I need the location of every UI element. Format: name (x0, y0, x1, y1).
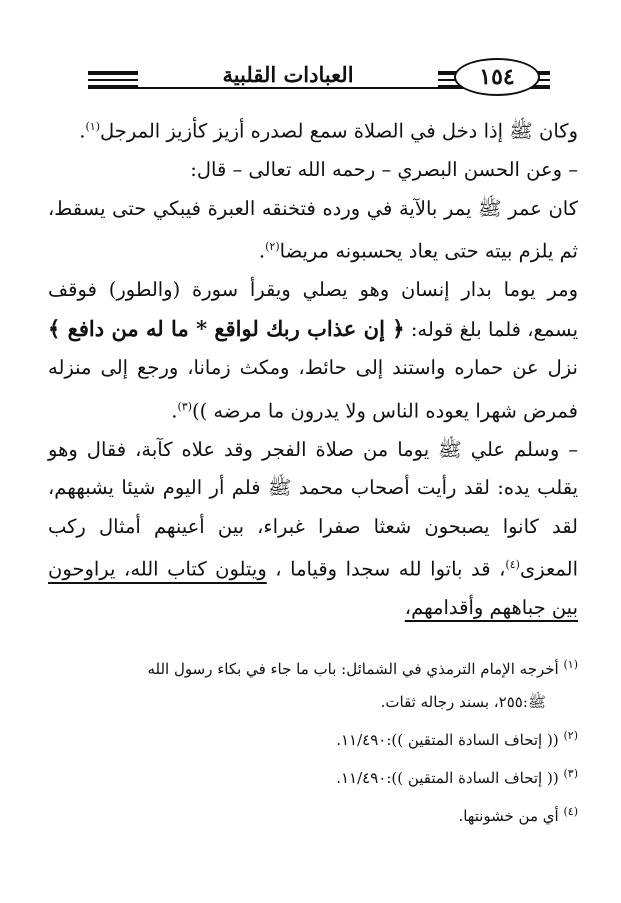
paragraph-text: وكان ﷺ إذا دخل في الصلاة سمع لصدره أزيز كأزيز المرجل (100, 119, 578, 143)
footnote-ref: (٢) (265, 240, 280, 253)
paragraph: – وعن الحسن البصري – رحمه الله تعالى – قال: (190, 158, 578, 181)
footnote-number: (٤) (563, 805, 578, 818)
paragraph-text: – وسلم علي ﷺ يوما من صلاة الفجر وقد علاه كآبة، فقال وهو يقلب يده: لقد رأيت أصحاب محمد ﷺ فلم أر اليوم شيئا يشبههم، لقد كانوا يصبحون شعثا صفرا غبراء، بين أعينهم أمثال ركب المعزى (48, 437, 578, 581)
paragraph (48, 431, 578, 628)
punctuation: . (171, 399, 178, 422)
footnote-text: (( إتحاف السادة المتقين )):١١/٤٩٠. (336, 731, 559, 749)
footnote (48, 757, 578, 795)
footnote-ref: (١) (85, 120, 100, 133)
running-header (0, 56, 621, 102)
paragraph-text: ومر يوما بدار إنسان وهو يصلي ويقرأ سورة (والطور) فوقف يسمع، فلما بلغ قوله: (48, 278, 579, 341)
underlined-text: ويتلون كتاب الله، يراوحون بين جباههم وأقدامهم، (48, 557, 578, 619)
header-title: العبادات القلبية (138, 62, 438, 87)
paragraph (48, 108, 578, 151)
footnote-number: (٣) (563, 767, 578, 780)
footnote (48, 648, 578, 686)
footnotes (48, 648, 578, 833)
paragraph-text: كان عمر ﷺ يمر بالآية في ورده فتخنقه العبرة فيبكي حتى يسقط، ثم يلزم بيته حتى يعاد يحسبونه مريضا (48, 196, 578, 263)
footnote-ref: (٤) (505, 558, 520, 571)
paragraph-text: ، قد باتوا لله سجدا وقياما ، (266, 557, 506, 581)
footnote (48, 719, 578, 757)
footnote (48, 795, 578, 833)
footnote-number: (٢) (563, 729, 578, 742)
footnote-text: أخرجه الإمام الترمذي في الشمائل: باب ما جاء في بكاء رسول الله (147, 660, 559, 678)
paragraph (48, 190, 578, 272)
body-text (48, 108, 578, 628)
footnote-text: أي من خشونتها. (458, 807, 559, 825)
footnote-text: (( إتحاف السادة المتقين )):١١/٤٩٠. (336, 769, 559, 787)
punctuation: . (79, 119, 86, 143)
paragraph (48, 271, 578, 431)
footnote-number: (١) (563, 658, 578, 671)
paragraph-text: نزل عن حماره واستند إلى حائط، ومكث زمانا، ورجع إلى منزله فمرض شهرا يعوده الناس ولا يدرون ما مرضه )) (48, 356, 578, 422)
quran-verse: ﴿ إن عذاب ربك لواقع * ما له من دافع ﴾ (48, 315, 405, 341)
punctuation: . (258, 239, 266, 263)
footnote-continuation: ﷺ:٢٥٥، بسند رجاله ثقات. (380, 693, 546, 711)
page-number: ١٥٤ (454, 58, 540, 96)
footnote-ref: (٣) (177, 399, 192, 413)
